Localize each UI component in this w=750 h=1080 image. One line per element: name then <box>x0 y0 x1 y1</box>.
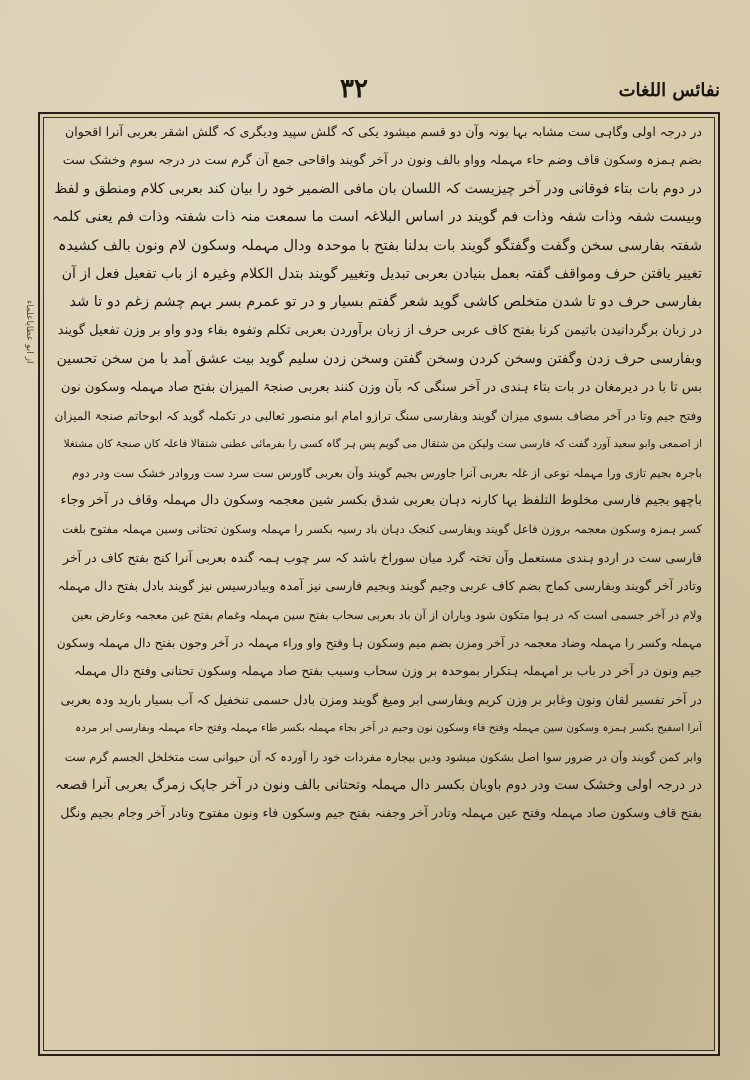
text-line: بفتح قاف وسکون صاد مہملہ وفتح عین مہملہ وتادر آخر وجفنہ بفتح جیم وسکون فاء ونون مفتوح وتادر آخر وجام بجیم ونگل <box>60 805 702 821</box>
running-title: نفائس اللغات <box>618 80 720 101</box>
text-line: ولام در آخر جسمی است کہ در ہوا متکون شود وباران از آن باد بعربی سحاب بفتح سین مہملہ وغمام بفتح غین معجمہ وعارض بعین <box>71 607 702 622</box>
text-line: وبیست شفہ وذات شفہ وذات فم گویند در اساس البلاغہ است ما سمعت منہ ذات شفتہ وذات فم یعنی کلمہ <box>52 209 702 226</box>
text-line: مہملہ وکسر را مہملہ وضاد معجمہ در آخر ومزن بضم میم وسکون ہا وفتح واو وراء مہملہ در آخر وجون بفتح دال مہملہ وسکون <box>56 636 702 651</box>
text-line: آنرا اسفیح بکسر ہمزہ وسکون سین مہملہ وفتح فاء وسکون نون وجیم در آخر بجاء مہملہ بکسر طاء مہملہ وفتح حاء مہملہ وبفارسی ابر مردہ <box>75 722 702 735</box>
page-header <box>40 74 720 114</box>
text-line: بفارسی حرف دو تا شدن متخلص کاشی گوید شعر گفتم بسیار و در تو عمرم بسر بہم چشم زغم دو تا شد <box>69 294 702 311</box>
text-line: بس تا با در دیرمغان در بات بتاء ہندی در آخر سنگی کہ بآن وزن کنند بعربی صنجۃ المیزان بفتح صاد مہملہ وسکون نون <box>60 379 702 395</box>
text-line: باجرہ بجیم تازی ورا مہملہ نوعی از غلہ بعربی آنرا جاورس بجیم گویند وآن بعربی گاورس ست سرد ست وروادر خشک ست ودر دوم <box>71 465 702 480</box>
text-line: بضم ہمزہ وسکون قاف وضم حاء مہملہ وواو بالف ونون در آخر گویند واقاحی جمع آن گرم ست در درجہ سوم وخشک ست <box>62 152 702 168</box>
text-line: فارسی ست در اردو ہندی مستعمل وآن تختہ گرد میان سوراخ باشد کہ سر چوب ہمہ گندہ بعربی آنرا کنج بفتح کاف در آخر <box>63 549 702 565</box>
text-line: وتادر آخر گویند وبفارسی کماج بضم کاف عربی وجیم گویند وبجیم فارسی نیز آمدہ وبیادرسیس نیز گویند بادل بفتح دال مہملہ <box>57 578 702 594</box>
text-line: در درجہ اولی وخشک ست ودر دوم باوبان بکسر دال مہملہ وتحتانی بالف ونون در آخر جاپک زمرگ بعربی آنرا قصعہ <box>54 776 702 793</box>
text-line: کسر ہمزہ وسکون معجمہ بروزن فاعل گویند وبفارسی کنجک دہان باد رسیہ بکسر را مہملہ وسکون تحتانی وسین مہملہ مفتوح بلغت <box>62 522 702 537</box>
text-line: در زبان برگردانیدن باتیمن کرنا بفتح کاف عربی حرف از زبان برآوردن بعربی تکلم وتفوہ بفاء ودو واو بر وزن تفعیل گویند <box>57 322 702 338</box>
text-line: در آخر تفسیر لقان ونون وغابر بر وزن کریم وبفارسی ابر ومیغ گویند ومزن بادل حسمی تنخفیل کہ آب بسیار بارید ودہ بعربی <box>60 691 702 707</box>
text-line: جیم ونون در آخر در باب بر امہملہ ہتکرار بموحدہ بر وزن سحاب وسیب بفتح صاد مہملہ وسکون تحتانی وفتح دال مہملہ <box>74 663 702 679</box>
text-line: در دوم بات بتاء فوقانی ودر آخر چیزیست کہ اللسان بان مافی الضمیر خود را بیان کند بعربی کلام ومنطق و لفظ <box>54 180 702 197</box>
text-line: در درجہ اولی وگاہی ست مشابہ بہا بونہ وآن دو قسم میشود یکی کہ گلش سپید ودیگری کہ گلش اشقر بعربی آنرا اقحوان <box>65 124 702 139</box>
text-line: تغییر یافتن حرف ومواقف گفتہ بعمل بنیادن بعربی تبدیل وتغییر گویند بتدل الکلام وغیرہ از باب تفعیل فعل از آن <box>61 265 702 282</box>
text-line: شفتہ بفارسی سخن وگفت وگفتگو گویند بات بدلنا بفتح با موحدہ ودال مہملہ وسکون لام ونون بالف کشیدہ <box>57 237 702 254</box>
text-line: از اصمعی وابو سعید آورد گفت کہ فارسی ست ولیکن من شتقال می گویم پس ہر گاہ کسی را بفرمائی عطنی شتقالا فاعلہ کان صنجۃ کان مشتغلا <box>63 438 702 451</box>
text-line: وفتح جیم وتا در آخر مضاف بسوی میزان گویند وبفارسی سنگ ترازو امام ابو منصور ثعالبی در تکملہ گوید کہ ابوحاتم صنجۃ المیزان <box>54 408 702 423</box>
page-number: ۳۲ <box>340 74 368 104</box>
margin-note: از ابو عطایاعلماء <box>24 300 34 364</box>
text-line: وبفارسی حرف زدن وگفتن وسخن کردن وسخن گفتن وسخن زدن سلیم گوید بیت عشق آمد با من سخن تحسین <box>56 351 702 368</box>
text-line: وابر کمن گویند وآن در ضرور سوا اصل بشکون میشود ودیں بیجارہ مفردات خود را آوردہ کہ آن حیوانی ست متخلخل الجسم گرم ست <box>64 749 702 764</box>
text-line: باچھو بجیم فارسی مخلوط التلفظ بہا کارنہ دہان بعربی شدق بکسر شین معجمہ وسکون دال مہملہ وقاف در آخر وجاء <box>60 493 702 509</box>
body-text <box>52 118 702 1048</box>
